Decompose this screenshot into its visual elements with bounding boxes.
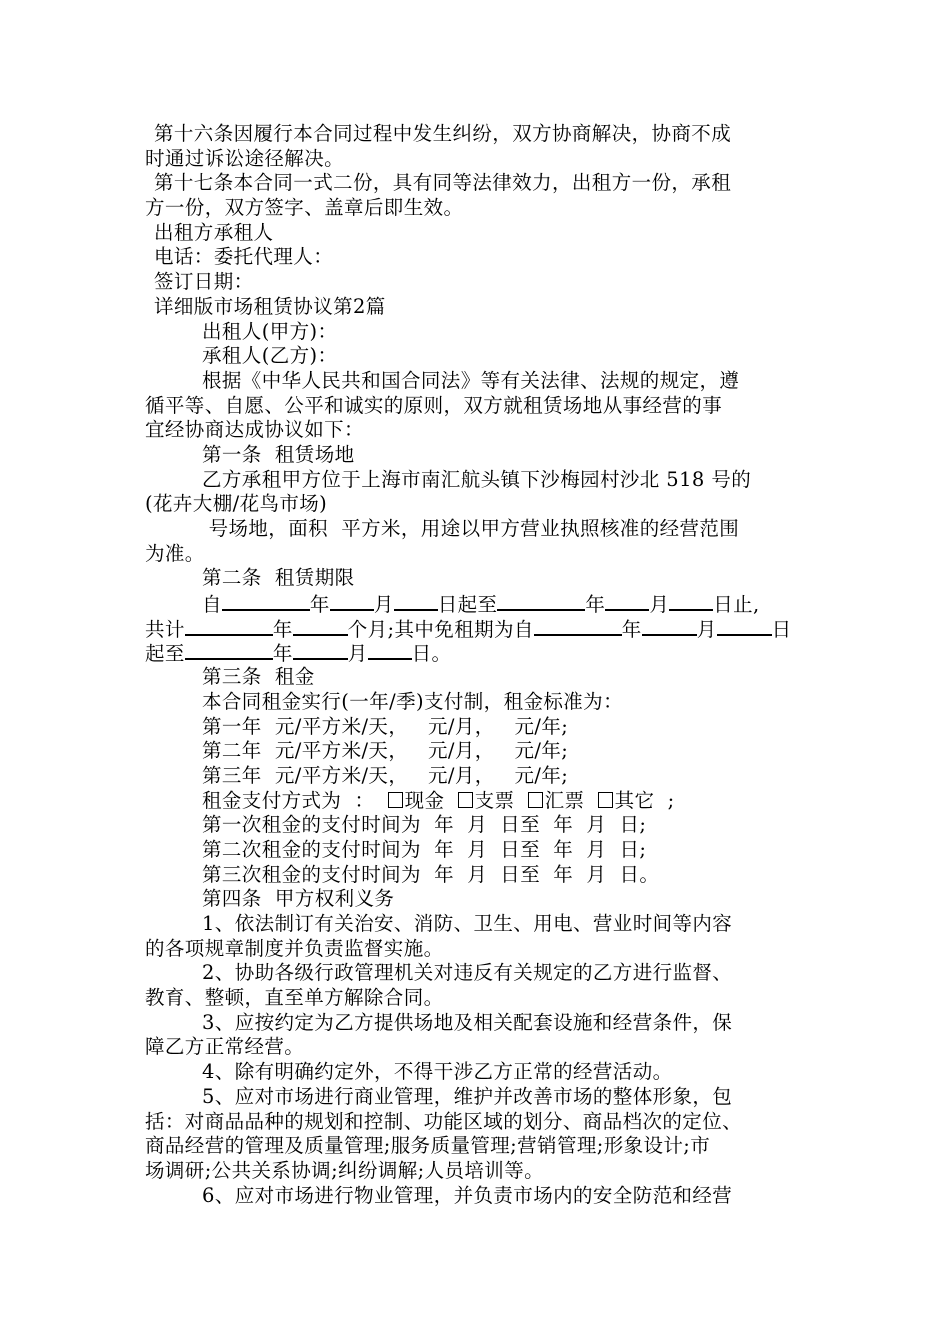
article-17-line-2: 方一份，双方签字、盖章后即生效。 (145, 196, 464, 220)
option-draft: 汇票 (544, 788, 598, 812)
text-nian: 年 (585, 593, 606, 617)
text-geyue: 个月;其中免租期为自 (347, 617, 534, 641)
text-yue: 月 (649, 593, 670, 617)
blank-field (394, 591, 438, 611)
article-3-system: 本合同租金实行(一年/季)支付制，租金标准为： (202, 689, 623, 713)
article-16-line-2: 时通过诉讼途径解决。 (145, 146, 345, 170)
blank-field (497, 591, 585, 611)
text-nian: 年 (272, 642, 293, 666)
intro-line-1: 根据《中华人民共和国合同法》等有关法律、法规的规定，遵 (202, 368, 740, 392)
text-zi: 自 (202, 593, 222, 617)
article-4-item-6-line-1: 6、应对市场进行物业管理，并负责市场内的安全防范和经营 (202, 1183, 733, 1207)
intro-line-3: 宜经协商达成协议如下： (145, 418, 364, 442)
text-nian: 年 (272, 617, 293, 641)
text-yue: 月 (373, 593, 394, 617)
blank-field (222, 591, 310, 611)
payment-time-2: 第二次租金的支付时间为 年 月 日至 年 月 日; (202, 837, 647, 861)
article-2-line-1 (145, 591, 815, 616)
lessor-line: 出租人(甲方)： (202, 319, 338, 343)
option-cash: 现金 (404, 788, 458, 812)
rent-year-1: 第一年 元/平方米/天， 元/月， 元/年; (202, 714, 569, 738)
blank-field (534, 616, 622, 636)
article-4-item-2-line-1: 2、协助各级行政管理机关对违反有关规定的乙方进行监督、 (202, 961, 733, 985)
blank-field (605, 591, 649, 611)
article-1-line-2: (花卉大棚/花鸟市场) (145, 492, 328, 516)
blank-field (669, 591, 713, 611)
text-riqizhi: 日起至 (437, 593, 498, 617)
article-4-item-5-line-1: 5、应对市场进行商业管理，维护并改善市场的整体形象，包 (202, 1084, 733, 1108)
article-4-item-5-line-3: 商品经营的管理及质量管理;服务质量管理;营销管理;形象设计;市 (145, 1134, 711, 1158)
section-title: 详细版市场租赁协议第2篇 (154, 294, 386, 318)
rent-year-3: 第三年 元/平方米/天， 元/月， 元/年; (202, 763, 569, 787)
article-1-line-3: 号场地，面积 平方米，用途以甲方营业执照核准的经营范围 (202, 517, 740, 540)
blank-field (368, 640, 412, 660)
article-17-line-1: 第十七条本合同一式二份，具有同等法律效力，出租方一份，承租 (154, 171, 732, 195)
document-page (145, 122, 815, 1208)
option-other: 其它 ; (614, 788, 675, 812)
article-16-line-1: 第十六条因履行本合同过程中发生纠纷，双方协商解决，协商不成 (154, 122, 732, 145)
article-4-item-5-line-2: 括：对商品品种的规划和控制、功能区域的划分、商品档次的定位、 (145, 1109, 743, 1133)
article-4-item-5-line-4: 场调研;公共关系协调;纠纷调解;人员培训等。 (145, 1158, 545, 1182)
payment-method-label: 租金支付方式为 ： (202, 788, 388, 812)
text-qizhi: 起至 (145, 642, 185, 666)
lessee-line: 承租人(乙方)： (202, 344, 338, 368)
article-2-title: 第二条 租赁期限 (202, 566, 355, 590)
blank-field (642, 616, 697, 636)
article-3-title: 第三条 租金 (202, 665, 315, 689)
signature-parties: 出租方承租人 (154, 220, 274, 244)
blank-field (293, 640, 348, 660)
article-2-line-3 (145, 640, 815, 665)
article-4-item-3-line-2: 障乙方正常经营。 (145, 1035, 305, 1059)
text-nian: 年 (309, 593, 330, 617)
text-ri-end: 日。 (411, 642, 452, 666)
text-ri: 日 (771, 617, 792, 641)
checkbox-icon (598, 792, 613, 808)
intro-line-2: 循平等、自愿、公平和诚实的原则，双方就租赁场地从事经营的事 (145, 393, 723, 417)
text-yue: 月 (696, 617, 717, 641)
article-2-line-2 (145, 616, 815, 641)
article-4-item-4: 4、除有明确约定外，不得干涉乙方正常的经营活动。 (202, 1060, 673, 1084)
article-4-item-2-line-2: 教育、整顿，直至单方解除合同。 (145, 986, 444, 1010)
article-4-item-3-line-1: 3、应按约定为乙方提供场地及相关配套设施和经营条件，保 (202, 1010, 733, 1034)
blank-field (717, 616, 772, 636)
blank-field (330, 591, 374, 611)
blank-field (185, 616, 273, 636)
rent-year-2: 第二年 元/平方米/天， 元/月， 元/年; (202, 739, 569, 763)
article-4-item-1-line-1: 1、依法制订有关治安、消防、卫生、用电、营业时间等内容 (202, 912, 733, 935)
payment-method-line (145, 789, 815, 814)
article-1-line-4: 为准。 (145, 541, 205, 565)
checkbox-icon (388, 792, 403, 808)
checkbox-icon (528, 792, 543, 808)
article-1-title: 第一条 租赁场地 (202, 442, 355, 466)
payment-time-3: 第三次租金的支付时间为 年 月 日至 年 月 日。 (202, 862, 660, 886)
option-check: 支票 (474, 788, 528, 812)
text-rizhi: 日止, (713, 593, 760, 617)
blank-field (185, 640, 273, 660)
signature-phone-agent: 电话：委托代理人： (154, 245, 334, 269)
checkbox-icon (458, 792, 473, 808)
signature-date: 签订日期： (154, 270, 254, 294)
payment-time-1: 第一次租金的支付时间为 年 月 日至 年 月 日; (202, 813, 647, 837)
text-nian: 年 (621, 617, 642, 641)
article-1-line-1: 乙方承租甲方位于上海市南汇航头镇下沙梅园村沙北 518 号的 (202, 467, 752, 491)
text-yue: 月 (347, 642, 368, 666)
article-4-title: 第四条 甲方权利义务 (202, 887, 395, 911)
article-4-item-1-line-2: 的各项规章制度并负责监督实施。 (145, 936, 444, 960)
text-gongji: 共计 (145, 617, 185, 641)
blank-field (293, 616, 348, 636)
